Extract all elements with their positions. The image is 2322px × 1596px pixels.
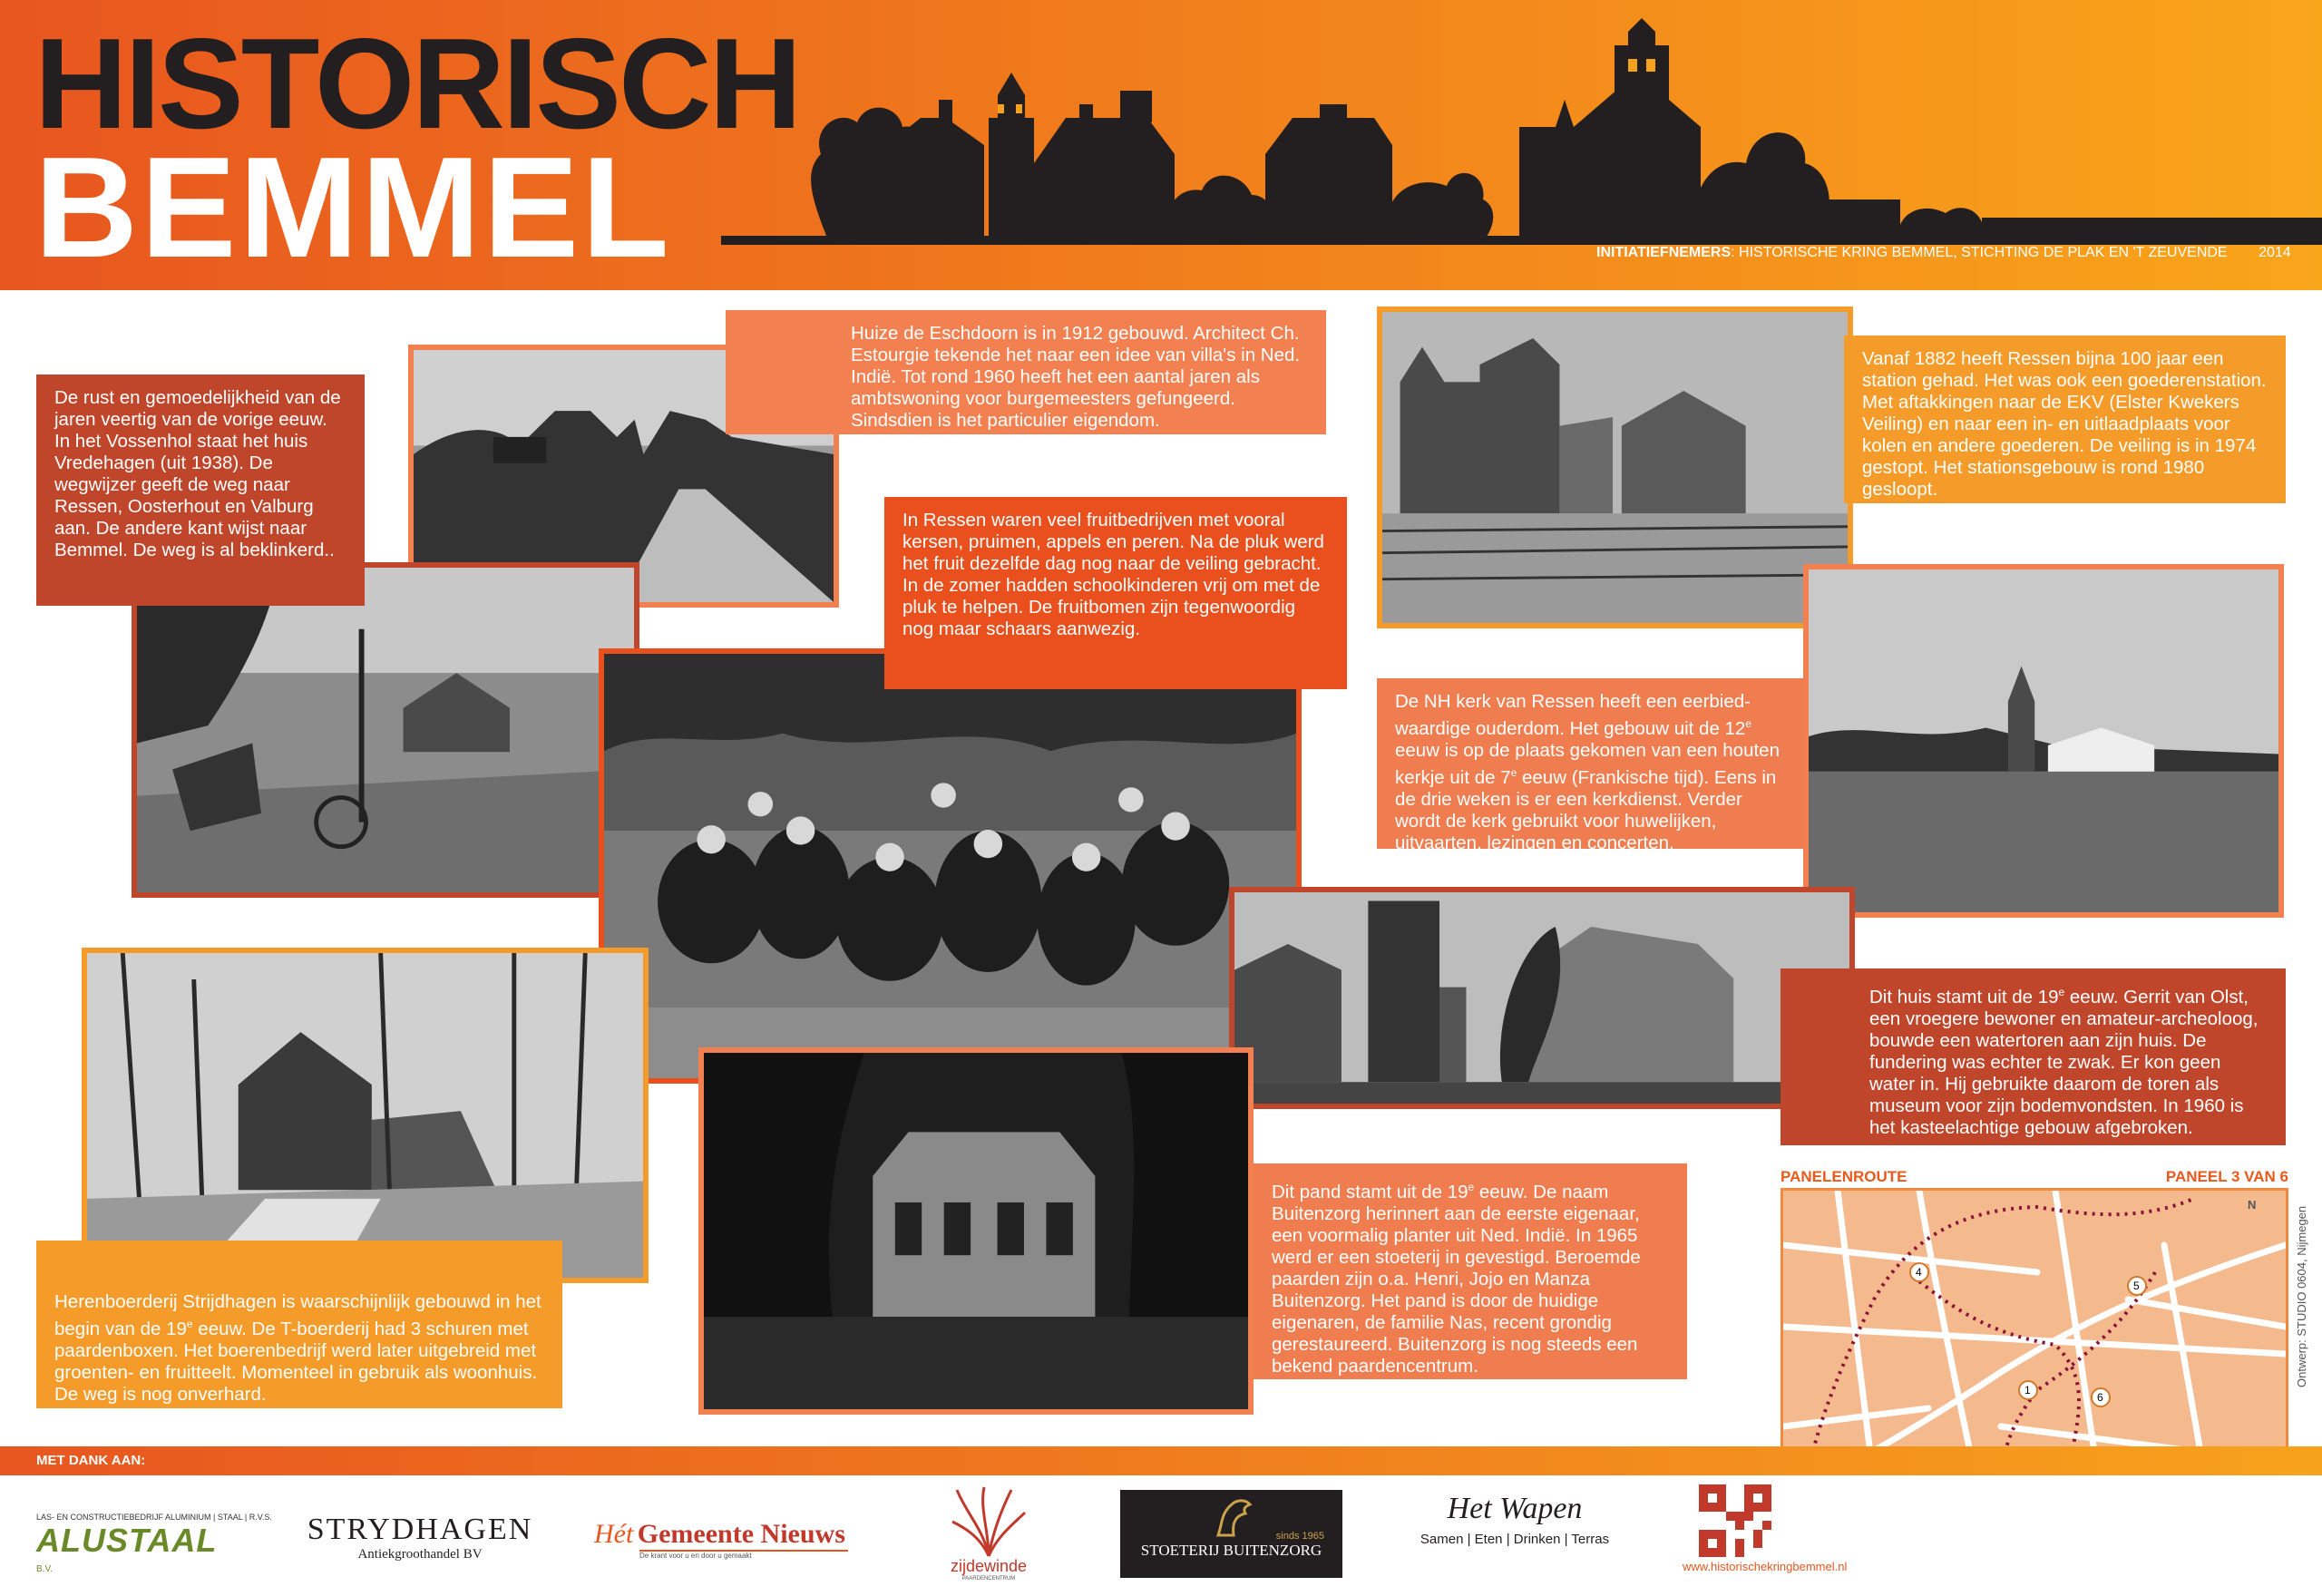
logo-strydhagen <box>307 1513 533 1562</box>
photo-church <box>1803 564 2284 918</box>
station-text: Vanaf 1882 heeft Ressen bijna 100 jaar een station gehad. Het was ook een goederenstation. Met aftakkingen naar de EKV (Elster Kwekers Veiling) en naar een in- en uitlaadplaats voor kolen en andere goederen. De veiling is in 1974 gestopt. Het stationsgebouw is rond 1980 gesloopt. <box>1862 348 2267 500</box>
photo-buitenzorg <box>698 1047 1254 1415</box>
sup-19-strijd: e <box>186 1318 193 1330</box>
initiators-bar <box>721 245 2322 265</box>
qr-code[interactable] <box>1699 1484 1771 1557</box>
village-silhouette <box>721 18 2322 245</box>
toren-text-b: eeuw. Gerrit van Olst, een vroegere bewoner en amateur-archeoloog, bouwde een watertoren aan zijn huis. De fundering was echter te zwak. Er kon geen water in. Hij gebruikte daarom de toren als museum voor zijn bodemvondsten. In 1960 is het kasteelachtige gebouw afgebroken. <box>1869 986 2259 1138</box>
design-credit: Ontwerp: STUDIO 0604, Nijmegen <box>2295 1205 2308 1387</box>
strydhagen-sub: Antiekgroothandel BV <box>357 1547 483 1562</box>
sup-7: e <box>1510 765 1517 779</box>
sup-19-toren: e <box>2058 986 2065 998</box>
wapen-name: Het Wapen <box>1447 1492 1583 1525</box>
buitenzorg-text-a: Dit pand stamt uit de 19 <box>1272 1181 1468 1202</box>
zijdewinde-name: zijdewinde <box>950 1557 1028 1575</box>
eschdoorn-text: Huize de Eschdoorn is in 1912 gebouwd. Architect Ch. Estourgie tekende het naar een idee van villa's in Ned. Indië. Tot rond 1960 heeft het een aantal jaren als ambtswoning voor burgemeesters gefungeerd. Sindsdien is het particulier eigendom. <box>851 323 1301 431</box>
text-fruit <box>884 497 1347 689</box>
text-buitenzorg <box>1254 1163 1687 1379</box>
logo-het-wapen <box>1410 1492 1619 1547</box>
marker-1: 1 <box>2024 1384 2031 1396</box>
sup-12: e <box>1745 717 1752 730</box>
alustaal-top: LAS- EN CONSTRUCTIEBEDRIJF ALUMINIUM | STAAL | R.V.S. <box>36 1513 272 1522</box>
kerk-text-c: eeuw (Frankische tijd). Eens in de drie weken is er een kerkdienst. Verder wordt de kerk gebruikt voor huwelijken, uitvaarten, lezingen en concerten. <box>1395 766 1777 853</box>
footer-strip <box>0 1446 2322 1475</box>
kerk-text-b: eeuw is op de plaats gekomen van een houten kerkje uit de 7 <box>1395 739 1780 788</box>
marker-6: 6 <box>2097 1391 2103 1404</box>
zijdewinde-icon <box>948 1485 1029 1558</box>
wapen-sub: Samen | Eten | Drinken | Terras <box>1420 1532 1610 1547</box>
compass-icon: N <box>2248 1198 2257 1212</box>
text-eschdoorn <box>726 310 1326 434</box>
text-watertower <box>1781 968 2286 1145</box>
gemeente-het: Hét <box>594 1519 634 1549</box>
vossenhol-text: De rust en gemoedelijkheid van de jaren veertig van de vorige eeuw. In het Vossenhol staat het huis Vredehagen (uit 1938). De wegwijzer geeft de weg naar Ressen, Oosterhout en Valburg aan. De andere kant wijst naar Bemmel. De weg is al beklinkerd.. <box>54 387 341 560</box>
strydhagen-name: STRYDHAGEN <box>307 1513 533 1546</box>
photo-strijdhagen <box>82 948 649 1283</box>
alustaal-name: ALUSTAAL <box>36 1522 218 1559</box>
photo-station <box>1377 307 1853 628</box>
photo-watertower <box>1229 887 1855 1109</box>
stoeterij-since: sinds 1965 <box>1275 1531 1324 1542</box>
panel-label: PANEEL 3 VAN 6 <box>2165 1168 2288 1185</box>
logo-zijdewinde <box>934 1485 1043 1581</box>
gemeente-name: Gemeente Nieuws <box>637 1519 845 1549</box>
initiators-label: INITIATIEFNEMERS <box>1596 245 1732 260</box>
strijdhagen-text-a: Herenboerderij Strijdhagen is waarschijnlijk gebouwd in het begin van de 19 <box>54 1291 541 1339</box>
strijdhagen-text-b: eeuw. De T-boerderij had 3 schuren met paardenboxen. Het boerenbedrijf werd later uitgebreid met groenten- en fruitteelt. Momenteel in gebruik als woonhuis. De weg is nog onverhard. <box>54 1318 538 1405</box>
page-title-line1: HISTORISCH <box>34 12 800 156</box>
route-label: PANELENROUTE <box>1781 1168 1907 1185</box>
fruit-text: In Ressen waren veel fruitbedrijven met vooral kersen, pruimen, appels en peren. Na de pluk werd het fruit dezelfde dag nog naar de veiling gebracht. In de zomer hadden schoolkinderen vrij om met de pluk te helpen. De fruitbomen zijn tegenwoordig nog maar schaars aanwezig. <box>902 510 1324 639</box>
text-station <box>1844 336 2286 503</box>
stoeterij-name: STOETERIJ BUITENZORG <box>1140 1542 1322 1559</box>
text-strijdhagen <box>36 1241 562 1408</box>
page-title-line2: BEMMEL <box>34 128 672 287</box>
sup-19-buiten: e <box>1468 1181 1475 1193</box>
zijdewinde-sub: PAARDENCENTRUM <box>961 1576 1016 1581</box>
marker-4: 4 <box>1916 1266 1922 1279</box>
toren-text-a: Dit huis stamt uit de 19 <box>1869 986 2059 1007</box>
logo-stoeterij-buitenzorg <box>1120 1490 1342 1578</box>
text-vossenhol <box>36 375 365 606</box>
year: 2014 <box>2259 245 2291 260</box>
photo-vossenhol <box>132 562 639 898</box>
gemeente-sub: De krant voor u en door u gemaakt <box>639 1550 848 1560</box>
thanks-label: MET DANK AAN: <box>36 1453 146 1468</box>
text-kerk <box>1377 678 1805 853</box>
website-link[interactable]: www.historischekringbemmel.nl <box>1683 1560 1848 1573</box>
alustaal-bv: B.V. <box>36 1564 53 1574</box>
horse-icon <box>1205 1495 1259 1537</box>
initiators-text: : HISTORISCHE KRING BEMMEL, STICHTING DE PLAK EN 'T ZEUVENDE <box>1731 245 2228 260</box>
map-header <box>1781 1168 2288 1188</box>
photo-fruit-pickers <box>599 648 1302 1084</box>
marker-5: 5 <box>2133 1280 2140 1292</box>
kerk-text-a: De NH kerk van Ressen heeft een eerbied-waardige ouderdom. Het gebouw uit de 12 <box>1395 691 1751 739</box>
logo-alustaal <box>36 1513 272 1576</box>
logo-gemeente-nieuws <box>594 1519 866 1560</box>
buitenzorg-text-b: eeuw. De naam Buitenzorg herinnert aan de eerste eigenaar, een voormalig planter uit Ned. Indië. In 1965 werd er een stoeterij in gevestigd. Beroemde paarden zijn o.a. Henri, Jojo en Manza Buitenzorg. Het pand is door de huidige eigenaren, de familie Nas, recent grondig gerestaureerd. Buitenzorg is nog steeds een bekend paardencentrum. <box>1272 1181 1641 1377</box>
